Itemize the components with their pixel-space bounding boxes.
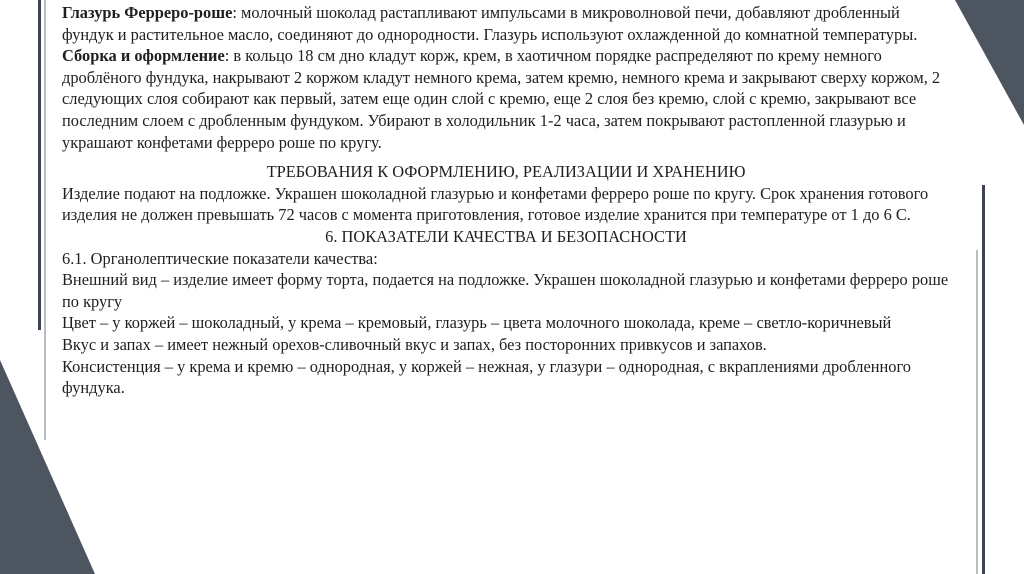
quality-appearance: Внешний вид – изделие имеет форму торта, подается на подложке. Украшен шоколадной глазурью и конфетами ферреро роше по кругу [62,270,949,311]
quality-color: Цвет – у коржей – шоколадный, у крема – кремовый, глазурь – цвета молочного шоколада, креме – светло-коричневый [62,313,892,333]
glaze-paragraph [62,2,950,45]
assembly-paragraph [62,45,950,153]
left-accent-bar-light [44,0,46,440]
quality-consistency: Консистенция – у крема и кремю – однородная, у коржей – нежная, у глазури – однородная, с вкраплениями дробленного фундука. [62,356,911,398]
assembly-text: : в кольцо 18 см дно кладут корж, крем, в хаотичном порядке распределяют по крему немного дроблёного фундука, накрывают 2 коржом кладут немного крема, затем кремю, немного крема и закрывают сверху коржом, 2 следующих слоя собирают как первый, затем еще один слой с кремю, еще 2 слоя без кремю, слой с кремю, закрывают все последним слоем с дробленным фундуком. Убирают в холодильник 1-2 часа, затем покрывают растопленной глазурью и украшают конфетами ферреро роше по кругу. [62,46,941,152]
left-accent-bar-dark [38,0,41,330]
quality-subheading: 6.1. Органолептические показатели качества: [62,248,378,268]
quality-taste: Вкус и запах – имеет нежный орехов-сливочный вкус и запах, без посторонних привкусов и запахов. [62,334,767,354]
top-right-triangle [955,0,1024,125]
document-body [62,2,950,399]
requirements-text: Изделие подают на подложке. Украшен шоколадной глазурью и конфетами ферреро роше по кругу. Срок хранения готового изделия не должен превышать 72 часов с момента приготовления, готовое изделие хранится при температуре от 1 до 6 С. [62,183,929,225]
glaze-text: : молочный шоколад растапливают импульсами в микроволновой печи, добавляют дробленный фундук и растительное масло, соединяют до однородности. Глазурь используют охлажденной до комнатной температуры. [62,3,918,44]
assembly-title: Сборка и оформление [62,46,225,66]
requirements-heading: ТРЕБОВАНИЯ К ОФОРМЛЕНИЮ, РЕАЛИЗАЦИИ И ХРАНЕНИЮ [266,162,746,182]
quality-heading: 6. ПОКАЗАТЕЛИ КАЧЕСТВА И БЕЗОПАСНОСТИ [325,226,687,246]
right-accent-bar-light [976,250,978,574]
right-accent-bar-dark [982,185,985,574]
glaze-title: Глазурь Ферреро-роше [62,3,233,22]
